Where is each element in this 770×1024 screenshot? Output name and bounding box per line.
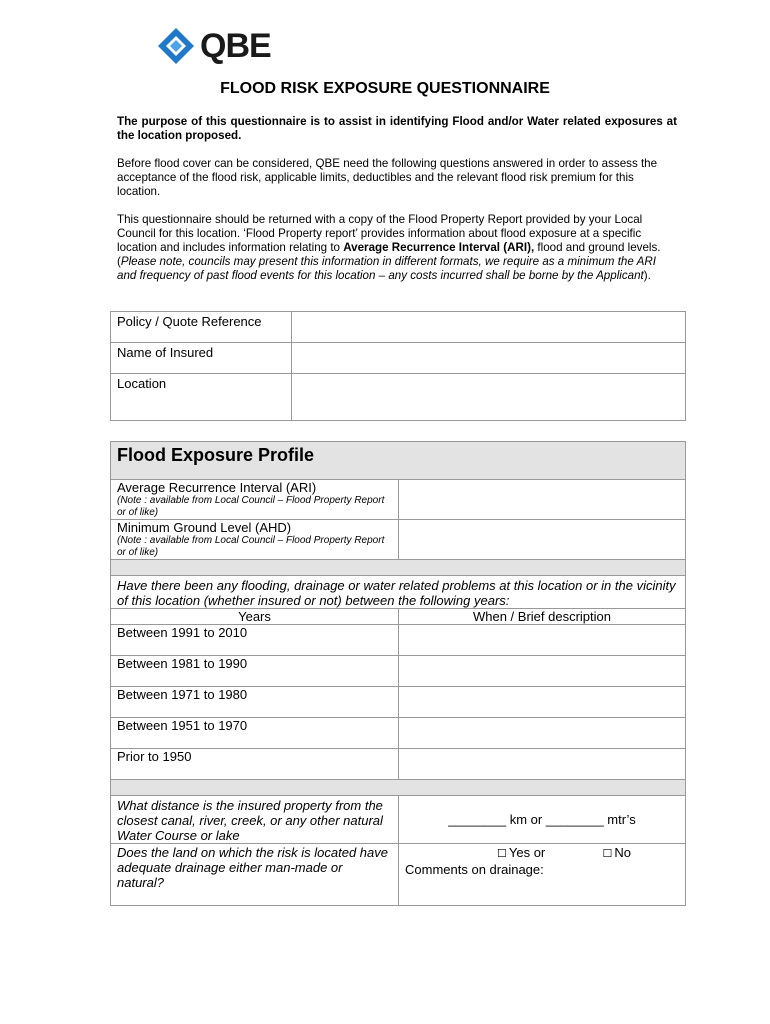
qbe-logo-icon (156, 26, 196, 66)
comments-label: Comments on drainage: (405, 862, 544, 877)
drainage-answer-cell (399, 844, 686, 906)
return-text-bold: Average Recurrence Interval (ARI), (343, 241, 535, 254)
years-column-header: Years (111, 609, 399, 625)
policy-reference-label: Policy / Quote Reference (111, 312, 292, 343)
location-label: Location (111, 374, 292, 421)
ahd-label: Minimum Ground Level (AHD) (117, 520, 292, 535)
qbe-logo (156, 26, 271, 66)
flood-exposure-profile-table (110, 441, 686, 906)
gray-divider (111, 780, 686, 796)
profile-heading: Flood Exposure Profile (111, 442, 686, 480)
period-label: Between 1971 to 1980 (111, 687, 399, 718)
return-text-end: ). (643, 269, 651, 282)
ari-cell (111, 480, 399, 520)
no-checkbox-icon[interactable]: ☐ (602, 848, 613, 860)
period-description-field[interactable] (399, 718, 686, 749)
history-question: Have there been any flooding, drainage or water related problems at this location or in the vicinity of this location (whether insured or not) between the following years: (111, 576, 686, 609)
name-of-insured-label: Name of Insured (111, 343, 292, 374)
period-label: Between 1981 to 1990 (111, 656, 399, 687)
return-paragraph (117, 213, 677, 283)
period-description-field[interactable] (399, 625, 686, 656)
gray-divider (111, 560, 686, 576)
distance-answer[interactable]: ________ km or ________ mtr’s (399, 796, 686, 844)
purpose-paragraph: The purpose of this questionnaire is to assist in identifying Flood and/or Water related exposures at the location proposed. (117, 115, 677, 142)
period-label: Between 1951 to 1970 (111, 718, 399, 749)
period-label: Prior to 1950 (111, 749, 399, 780)
return-text-a: This questionnaire should be returned with a copy of the Flood Property Report provided by your Local Council for this location. ‘Flood Property report’ provides information about flood exposure at a specific location and includes information relating to (117, 213, 643, 254)
yes-checkbox-icon[interactable]: ☐ (497, 848, 507, 860)
when-column-header: When / Brief description (399, 609, 686, 625)
no-option[interactable] (603, 845, 632, 862)
ari-note: (Note : available from Local Council – Flood Property Report or of like) (117, 495, 385, 518)
period-description-field[interactable] (399, 749, 686, 780)
return-text-italic: Please note, councils may present this information in different formats, we require as a minimum the ARI and frequency of past flood events for this location – any costs incurred shall be borne by the Applicant (117, 255, 656, 282)
period-label: Between 1991 to 2010 (111, 625, 399, 656)
no-label: No (614, 845, 631, 860)
period-description-field[interactable] (399, 687, 686, 718)
ahd-cell (111, 520, 399, 560)
yes-label: Yes or (508, 845, 546, 860)
insured-info-table (110, 311, 686, 421)
before-paragraph: Before flood cover can be considered, QBE need the following questions answered in order to assess the acceptance of the flood risk, applicable limits, deductibles and the relevant flood risk premium for this location. (117, 157, 658, 198)
period-description-field[interactable] (399, 656, 686, 687)
ahd-field[interactable] (399, 520, 686, 560)
location-field[interactable] (292, 374, 686, 421)
yes-option[interactable] (497, 845, 545, 862)
drainage-question: Does the land on which the risk is located have adequate drainage either man-made or natural? (111, 844, 399, 906)
ahd-note: (Note : available from Local Council – Flood Property Report or of like) (117, 535, 385, 558)
page-title: FLOOD RISK EXPOSURE QUESTIONNAIRE (220, 80, 550, 97)
name-of-insured-field[interactable] (292, 343, 686, 374)
ari-label: Average Recurrence Interval (ARI) (117, 480, 317, 495)
policy-reference-field[interactable] (292, 312, 686, 343)
return-text-b: flood and ground levels. ( (117, 241, 661, 268)
logo-text: QBE (200, 27, 271, 65)
distance-question: What distance is the insured property from the closest canal, river, creek, or any other natural Water Course or lake (111, 796, 399, 844)
ari-field[interactable] (399, 480, 686, 520)
